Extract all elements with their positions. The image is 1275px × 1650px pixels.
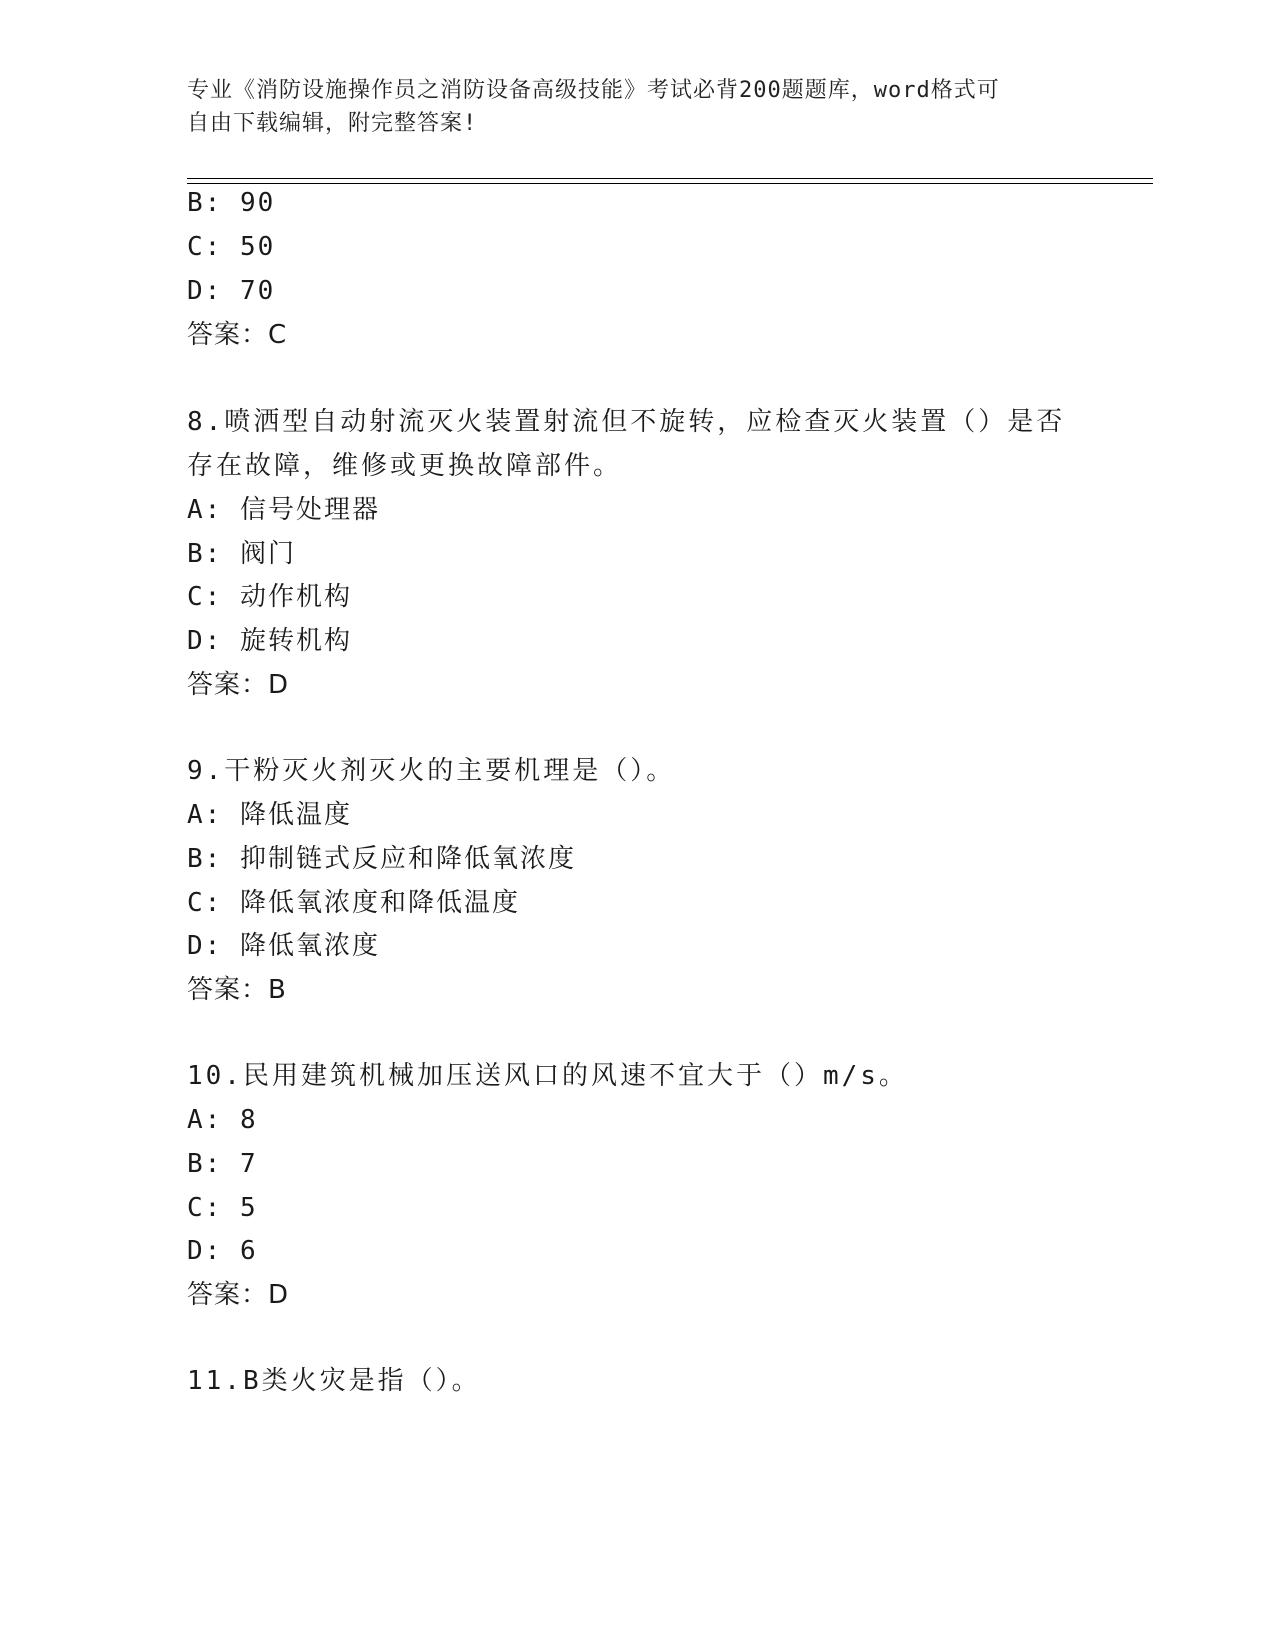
q9-option-d: D: 降低氧浓度 (187, 931, 380, 961)
q10-answer: 答案：D (187, 1280, 290, 1310)
q9-answer: 答案：B (187, 975, 287, 1005)
q8-option-b: B: 阀门 (187, 539, 296, 569)
q7-option-c: C: 50 (187, 232, 276, 262)
q9-question: 9.干粉灭火剂灭火的主要机理是（）。 (187, 756, 676, 786)
q11-question: 11.B类火灾是指（）。 (187, 1366, 481, 1396)
q7-option-d: D: 70 (187, 276, 276, 306)
q9-option-b: B: 抑制链式反应和降低氧浓度 (187, 844, 576, 874)
q10-option-d: D: 6 (187, 1236, 258, 1266)
q10-option-b: B: 7 (187, 1149, 258, 1179)
q8-question-line-2: 存在故障，维修或更换故障部件。 (187, 451, 623, 481)
document-header (187, 74, 1067, 140)
q8-option-a: A: 信号处理器 (187, 495, 380, 525)
q10-question: 10.民用建筑机械加压送风口的风速不宜大于（）m/s。 (187, 1061, 908, 1091)
q8-question-line-1: 8.喷洒型自动射流灭火装置射流但不旋转，应检查灭火装置（）是否 (187, 407, 1066, 437)
q10-option-c: C: 5 (187, 1193, 258, 1223)
q9-option-c: C: 降低氧浓度和降低温度 (187, 888, 520, 918)
header-title-line-1: 专业《消防设施操作员之消防设备高级技能》考试必背200题题库，word格式可 (187, 78, 1000, 103)
q10-option-a: A: 8 (187, 1105, 258, 1135)
header-divider-bottom (187, 183, 1153, 184)
q9-option-a: A: 降低温度 (187, 800, 352, 830)
q8-option-d: D: 旋转机构 (187, 626, 352, 656)
q7-option-b: B: 90 (187, 188, 276, 218)
q8-answer: 答案：D (187, 670, 290, 700)
q8-option-c: C: 动作机构 (187, 582, 352, 612)
header-title-line-2: 自由下载编辑，附完整答案! (187, 111, 478, 136)
q7-answer: 答案：C (187, 320, 288, 350)
header-divider-top (187, 178, 1153, 179)
